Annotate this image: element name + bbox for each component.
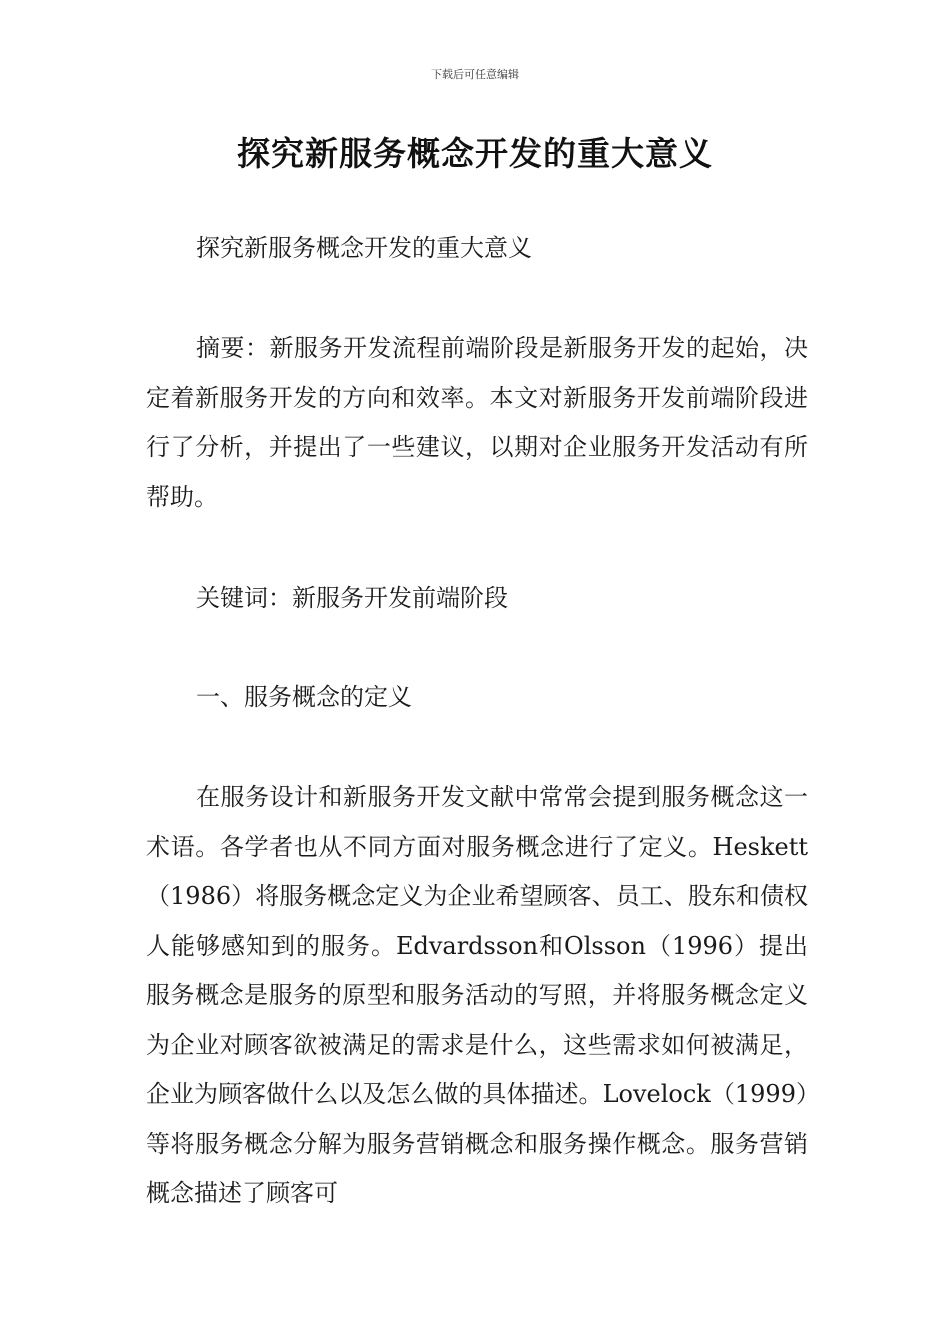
header-note: 下载后可任意编辑	[431, 68, 519, 81]
definition-paragraph: 在服务设计和新服务开发文献中常常会提到服务概念这一术语。各学者也从不同方面对服务概念进行了定义。Heskett（1986）将服务概念定义为企业希望顾客、员工、股东和债权人能够感知到的服务。Edvardsson和Olsson（1996）提出服务概念是服务的原型和服务活动的写照，并将服务概念定义为企业对顾客欲被满足的需求是什么，这些需求如何被满足，企业为顾客做什么以及怎么做的具体描述。Lovelock（1999）等将服务概念分解为服务营销概念和服务操作概念。服务营销概念描述了顾客可	[146, 783, 808, 1207]
section-heading: 一、服务概念的定义	[196, 683, 412, 711]
abstract-paragraph: 摘要：新服务开发流程前端阶段是新服务开发的起始，决定着新服务开发的方向和效率。本文对新服务开发前端阶段进行了分析，并提出了一些建议，以期对企业服务开发活动有所帮助。	[146, 334, 808, 511]
keywords-line: 关键词：新服务开发前端阶段	[196, 584, 508, 612]
document-title: 探究新服务概念开发的重大意义	[237, 134, 713, 173]
document-subtitle: 探究新服务概念开发的重大意义	[196, 234, 532, 262]
